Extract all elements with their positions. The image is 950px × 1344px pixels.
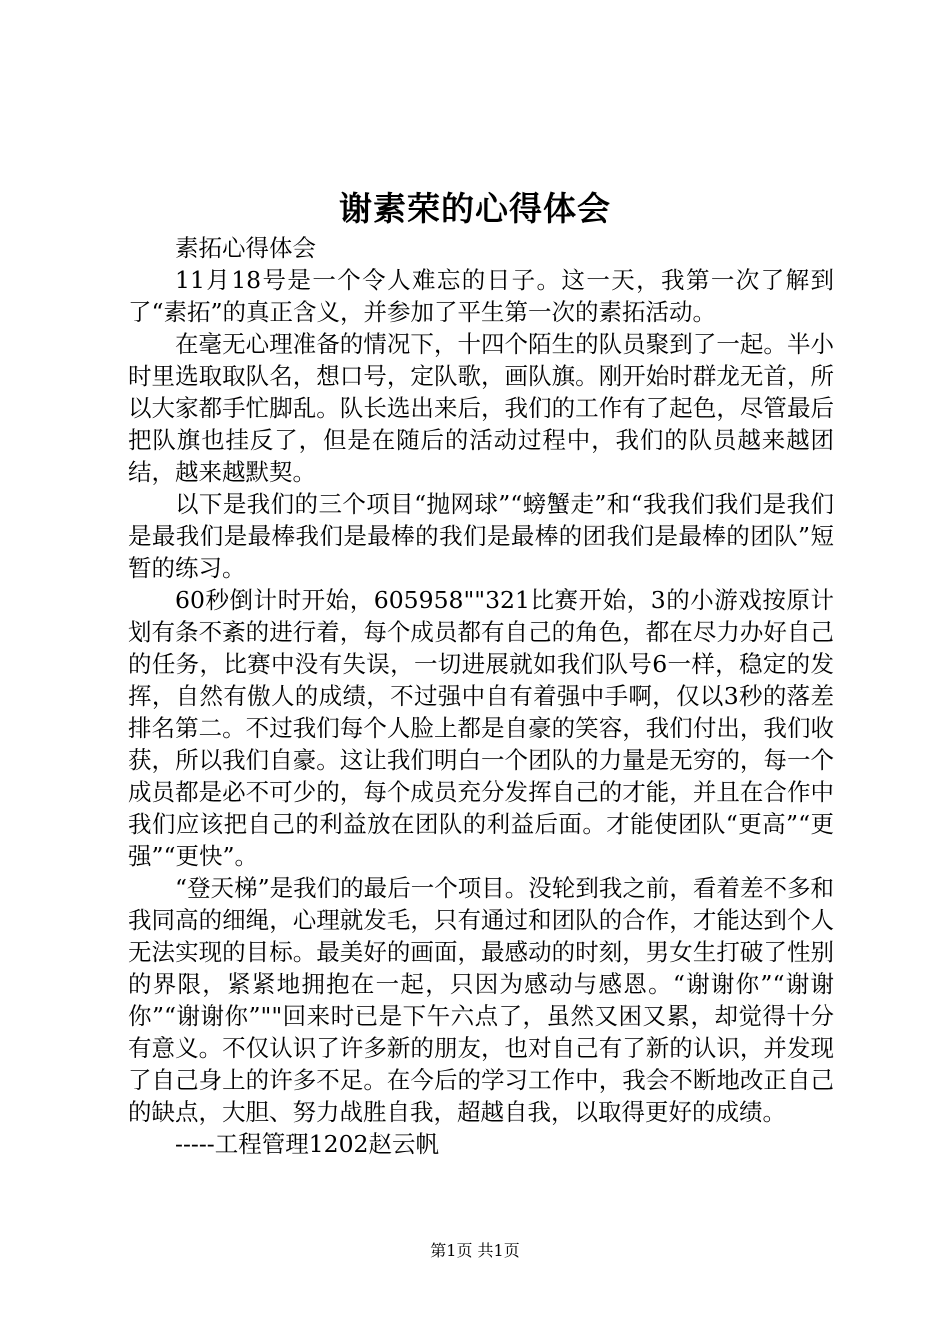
document-body xyxy=(128,232,834,1160)
document-title: 谢素荣的心得体会 xyxy=(339,189,611,228)
paragraph: 在毫无心理准备的情况下，十四个陌生的队员聚到了一起。半小时里选取取队名，想口号，定队歌，画队旗。刚开始时群龙无首，所以大家都手忙脚乱。队长选出来后，我们的工作有了起色，尽管最后把队旗也挂反了，但是在随后的活动过程中，我们的队员越来越团结，越来越默契。 xyxy=(128,330,834,486)
paragraph: 60秒倒计时开始，605958""321比赛开始，3的小游戏按原计划有条不紊的进行着，每个成员都有自己的角色，都在尽力办好自己的任务，比赛中没有失误，一切进展就如我们队号6一样，稳定的发挥，自然有傲人的成绩，不过强中自有着强中手啊，仅以3秒的落差排名第二。不过我们每个人脸上都是自豪的笑容，我们付出，我们收获，所以我们自豪。这让我们明白一个团队的力量是无穷的，每一个成员都是必不可少的，每个成员充分发挥自己的才能，并且在合作中我们应该把自己的利益放在团队的利益后面。才能使团队“更高”“更强”“更快”。 xyxy=(128,586,834,870)
paragraph: 以下是我们的三个项目“抛网球”“螃蟹走”和“我我们我们是我们是最我们是最棒我们是最棒的我们是最棒的团我们是最棒的团队”短暂的练习。 xyxy=(128,490,834,582)
paragraph: “登天梯”是我们的最后一个项目。没轮到我之前，看着差不多和我同高的细绳，心理就发毛，只有通过和团队的合作，才能达到个人无法实现的目标。最美好的画面，最感动的时刻，男女生打破了性别的界限，紧紧地拥抱在一起，只因为感动与感恩。“谢谢你”“谢谢你”“谢谢你”""回来时已是下午六点了，虽然又困又累，却觉得十分有意义。不仅认识了许多新的朋友，也对自己有了新的认识，并发现了自己身上的许多不足。在今后的学习工作中，我会不断地改正自己的缺点，大胆、努力战胜自我，超越自我，以取得更好的成绩。 xyxy=(128,874,834,1126)
paragraph-subtitle: 素拓心得体会 xyxy=(175,234,316,262)
paragraph: 11月18号是一个令人难忘的日子。这一天，我第一次了解到了“素拓”的真正含义，并参加了平生第一次的素拓活动。 xyxy=(128,266,834,326)
page-number-footer: 第1页 共1页 xyxy=(430,1241,520,1260)
signature: -----工程管理1202赵云帆 xyxy=(175,1130,440,1158)
